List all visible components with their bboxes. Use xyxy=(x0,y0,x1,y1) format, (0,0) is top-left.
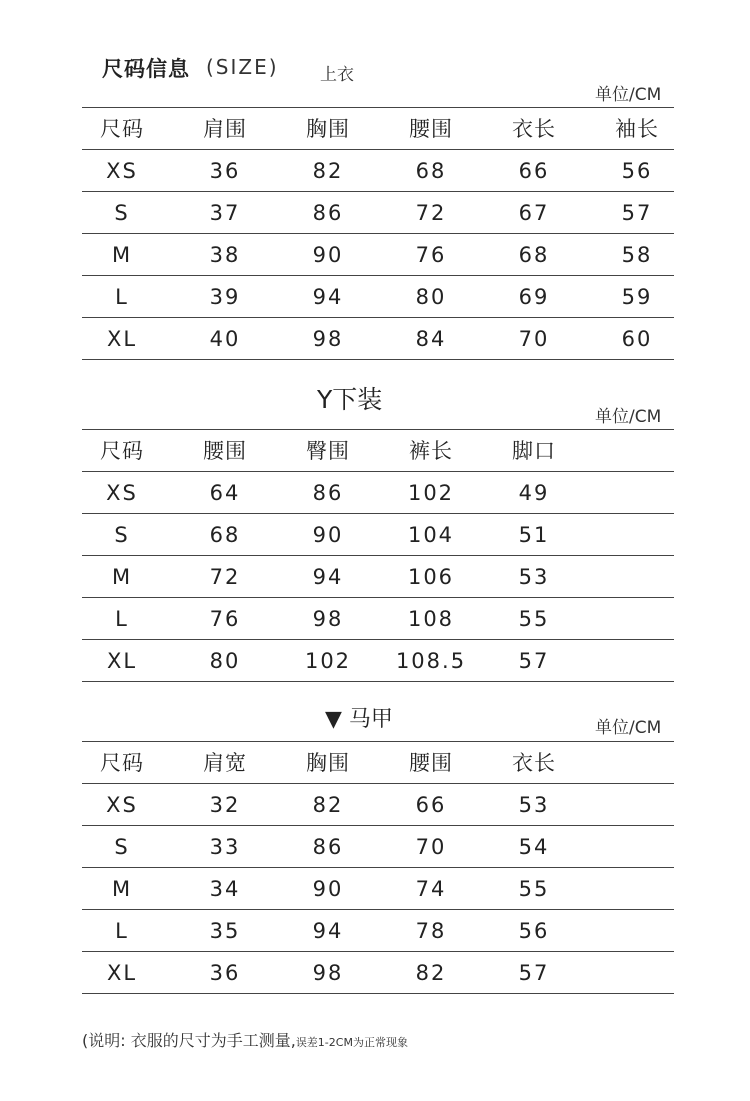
table-cell: 90 xyxy=(312,243,344,267)
table-cell: 108 xyxy=(407,607,455,631)
table-cell: 72 xyxy=(209,565,241,589)
table-row xyxy=(82,556,674,598)
table-cell: 68 xyxy=(209,523,241,547)
column-header: 衣长 xyxy=(512,117,556,141)
table-cell: 58 xyxy=(621,243,653,267)
unit-label-vest: 单位/CM xyxy=(595,718,662,738)
table-cell: 51 xyxy=(518,523,550,547)
unit-label-bottoms: 单位/CM xyxy=(595,407,662,427)
column-header: 腰围 xyxy=(409,751,453,775)
table-cell: 56 xyxy=(621,159,653,183)
table-cell: XL xyxy=(106,649,138,673)
table-cell: XL xyxy=(106,327,138,351)
table-cell: M xyxy=(111,877,133,901)
column-header: 腰围 xyxy=(203,439,247,463)
table-cell: S xyxy=(114,523,130,547)
table-row xyxy=(82,150,674,192)
table-cell: 33 xyxy=(209,835,241,859)
table-cell: 57 xyxy=(518,649,550,673)
table-cell: 36 xyxy=(209,961,241,985)
table-row xyxy=(82,472,674,514)
table-row xyxy=(82,318,674,360)
table-row xyxy=(82,276,674,318)
table-row xyxy=(82,868,674,910)
table-cell: 106 xyxy=(407,565,455,589)
table-row xyxy=(82,952,674,994)
table-cell: 53 xyxy=(518,565,550,589)
table-cell: 36 xyxy=(209,159,241,183)
table-cell: XS xyxy=(106,159,138,183)
column-header: 尺码 xyxy=(100,117,144,141)
table-cell: 76 xyxy=(415,243,447,267)
column-header: 袖长 xyxy=(615,117,659,141)
table-cell: 80 xyxy=(209,649,241,673)
table-header-row xyxy=(82,108,674,150)
table-cell: 74 xyxy=(415,877,447,901)
table-cell: M xyxy=(111,243,133,267)
table-cell: 68 xyxy=(415,159,447,183)
table-cell: 86 xyxy=(312,481,344,505)
table-cell: 104 xyxy=(407,523,455,547)
table-cell: 70 xyxy=(518,327,550,351)
column-header: 衣长 xyxy=(512,751,556,775)
table-cell: L xyxy=(115,607,129,631)
table-cell: 49 xyxy=(518,481,550,505)
column-header: 尺码 xyxy=(100,751,144,775)
column-header: 脚口 xyxy=(512,439,556,463)
table-cell: 35 xyxy=(209,919,241,943)
table-cell: 56 xyxy=(518,919,550,943)
table-cell: 53 xyxy=(518,793,550,817)
table-cell: 84 xyxy=(415,327,447,351)
table-cell: XL xyxy=(106,961,138,985)
table-cell: 82 xyxy=(312,793,344,817)
table-cell: 32 xyxy=(209,793,241,817)
table-cell: 90 xyxy=(312,877,344,901)
column-header: 肩宽 xyxy=(203,751,247,775)
table-row xyxy=(82,598,674,640)
section-top-title: 上衣 xyxy=(320,65,354,85)
table-cell: 39 xyxy=(209,285,241,309)
section-bottoms-title: Y下装 xyxy=(317,385,383,414)
table-row xyxy=(82,192,674,234)
table-cell: 102 xyxy=(407,481,455,505)
divider xyxy=(82,359,674,360)
table-cell: XS xyxy=(106,793,138,817)
table-cell: 57 xyxy=(518,961,550,985)
column-header: 臀围 xyxy=(306,439,350,463)
table-cell: 102 xyxy=(304,649,352,673)
table-cell: 76 xyxy=(209,607,241,631)
table-cell: 108.5 xyxy=(395,649,467,673)
measurement-note xyxy=(82,1028,408,1051)
table-cell: XS xyxy=(106,481,138,505)
column-header: 胸围 xyxy=(306,751,350,775)
table-cell: 67 xyxy=(518,201,550,225)
table-cell: 68 xyxy=(518,243,550,267)
table-cell: 54 xyxy=(518,835,550,859)
table-cell: 86 xyxy=(312,835,344,859)
section-vest-title: ▼ 马甲 xyxy=(325,707,393,732)
table-cell: 94 xyxy=(312,565,344,589)
table-cell: 69 xyxy=(518,285,550,309)
table-row xyxy=(82,910,674,952)
table-cell: S xyxy=(114,835,130,859)
table-header-row xyxy=(82,742,674,784)
table-cell: 60 xyxy=(621,327,653,351)
unit-label-top: 单位/CM xyxy=(595,85,662,105)
table-cell: 82 xyxy=(415,961,447,985)
table-cell: M xyxy=(111,565,133,589)
table-cell: 72 xyxy=(415,201,447,225)
table-row xyxy=(82,640,674,682)
table-cell: 70 xyxy=(415,835,447,859)
table-cell: 86 xyxy=(312,201,344,225)
divider xyxy=(82,681,674,682)
column-header: 尺码 xyxy=(100,439,144,463)
column-header: 肩围 xyxy=(203,117,247,141)
table-cell: 55 xyxy=(518,607,550,631)
note-main-text: (说明: 衣服的尺寸为手工测量, xyxy=(82,1031,296,1050)
table-header-row xyxy=(82,430,674,472)
table-row xyxy=(82,234,674,276)
table-row xyxy=(82,826,674,868)
table-cell: 90 xyxy=(312,523,344,547)
column-header: 胸围 xyxy=(306,117,350,141)
column-header: 裤长 xyxy=(409,439,453,463)
table-cell: 94 xyxy=(312,919,344,943)
table-cell: 98 xyxy=(312,327,344,351)
table-cell: L xyxy=(115,919,129,943)
table-cell: 37 xyxy=(209,201,241,225)
table-cell: S xyxy=(114,201,130,225)
table-cell: 66 xyxy=(415,793,447,817)
table-cell: 78 xyxy=(415,919,447,943)
divider xyxy=(82,993,674,994)
table-cell: 98 xyxy=(312,961,344,985)
table-cell: 57 xyxy=(621,201,653,225)
table-cell: 94 xyxy=(312,285,344,309)
table-cell: 82 xyxy=(312,159,344,183)
size-label: (SIZE) xyxy=(206,55,279,79)
table-row xyxy=(82,784,674,826)
table-cell: 40 xyxy=(209,327,241,351)
table-cell: 34 xyxy=(209,877,241,901)
table-cell: 80 xyxy=(415,285,447,309)
table-cell: 98 xyxy=(312,607,344,631)
table-cell: 55 xyxy=(518,877,550,901)
column-header: 腰围 xyxy=(409,117,453,141)
page-title: 尺码信息 xyxy=(102,57,190,81)
table-cell: 59 xyxy=(621,285,653,309)
table-row xyxy=(82,514,674,556)
table-cell: 66 xyxy=(518,159,550,183)
table-cell: 64 xyxy=(209,481,241,505)
table-cell: L xyxy=(115,285,129,309)
table-cell: 38 xyxy=(209,243,241,267)
note-small-text: 误差1-2CM为正常现象 xyxy=(295,1036,408,1049)
